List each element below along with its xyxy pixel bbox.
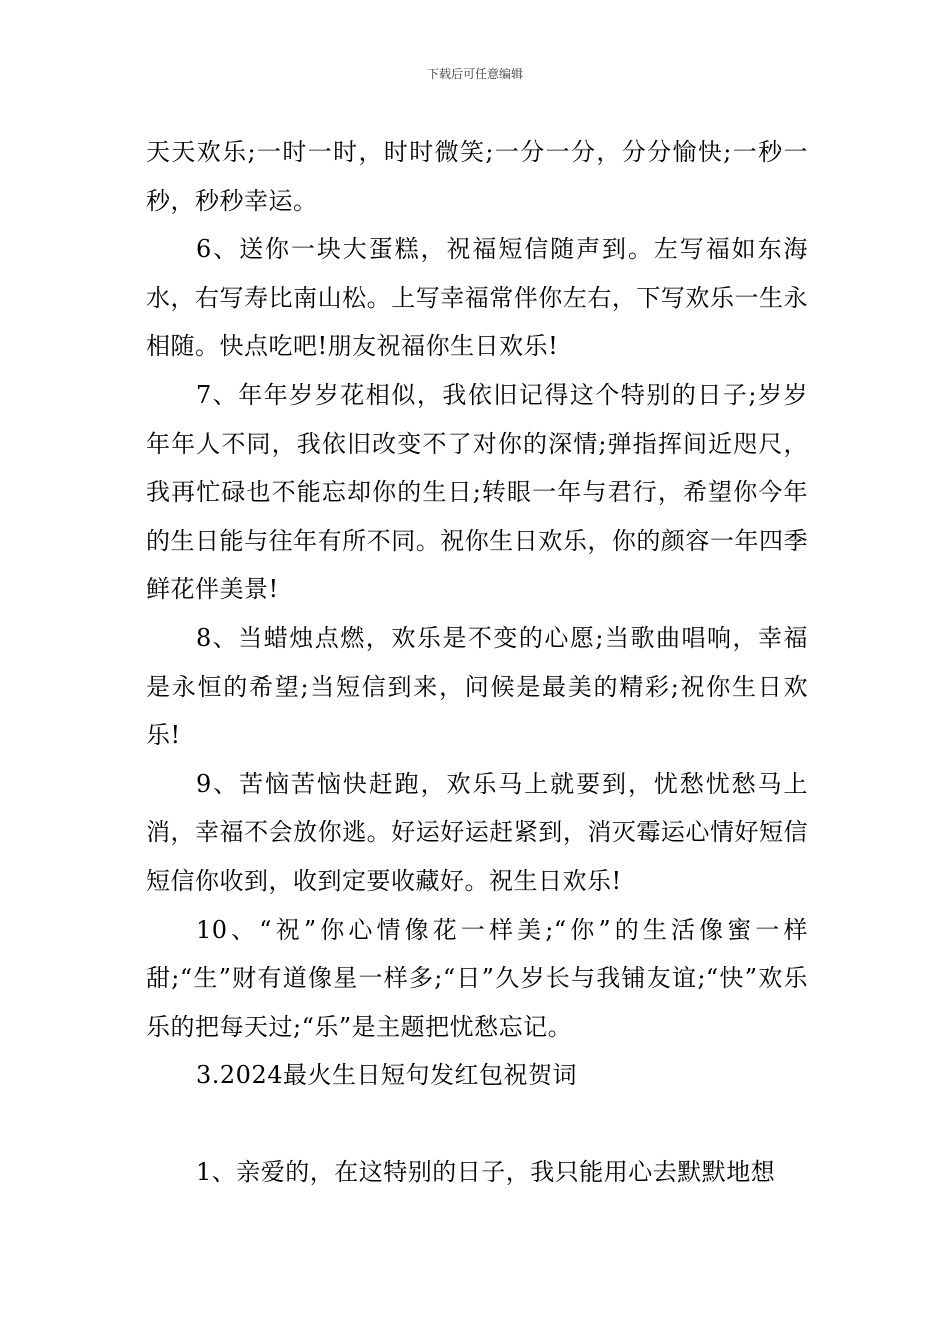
paragraph-item-7: 7、年年岁岁花相似，我依旧记得这个特别的日子;岁岁年年人不同，我依旧改变不了对你的深情;弹指挥间近咫尺，我再忙碌也不能忘却你的生日;转眼一年与君行，希望你今年的生日能与往年有所不同。祝你生日欢乐，你的颜容一年四季鲜花伴美景! bbox=[146, 380, 808, 604]
section-heading: 3.2024最火生日短句发红包祝贺词 bbox=[196, 1061, 577, 1090]
paragraph-item-1: 1、亲爱的，在这特别的日子，我只能用心去默默地想 bbox=[196, 1157, 776, 1186]
page-header: 下载后可任意编辑 bbox=[426, 67, 523, 81]
paragraph-continuation: 天天欢乐;一时一时，时时微笑;一分一分，分分愉快;一秒一秒，秒秒幸运。 bbox=[146, 138, 808, 215]
paragraph-item-10: 10、“祝”你心情像花一样美;“你”的生活像蜜一样甜;“生”财有道像星一样多;“日”久岁长与我铺友谊;“快”欢乐乐的把每天过;“乐”是主题把忧愁忘记。 bbox=[146, 915, 808, 1041]
paragraph-item-6: 6、送你一块大蛋糕，祝福短信随声到。左写福如东海水，右写寿比南山松。上写幸福常伴你左右，下写欢乐一生永相随。快点吃吧!朋友祝福你生日欢乐! bbox=[146, 235, 808, 361]
paragraph-item-9: 9、苦恼苦恼快赶跑，欢乐马上就要到，忧愁忧愁马上消，幸福不会放你逃。好运好运赶紧到，消灭霉运心情好短信短信你收到，收到定要收藏好。祝生日欢乐! bbox=[146, 769, 808, 895]
document-body bbox=[146, 128, 808, 1196]
paragraph-item-8: 8、当蜡烛点燃，欢乐是不变的心愿;当歌曲唱响，幸福是永恒的希望;当短信到来，问候是最美的精彩;祝你生日欢乐! bbox=[146, 623, 808, 750]
